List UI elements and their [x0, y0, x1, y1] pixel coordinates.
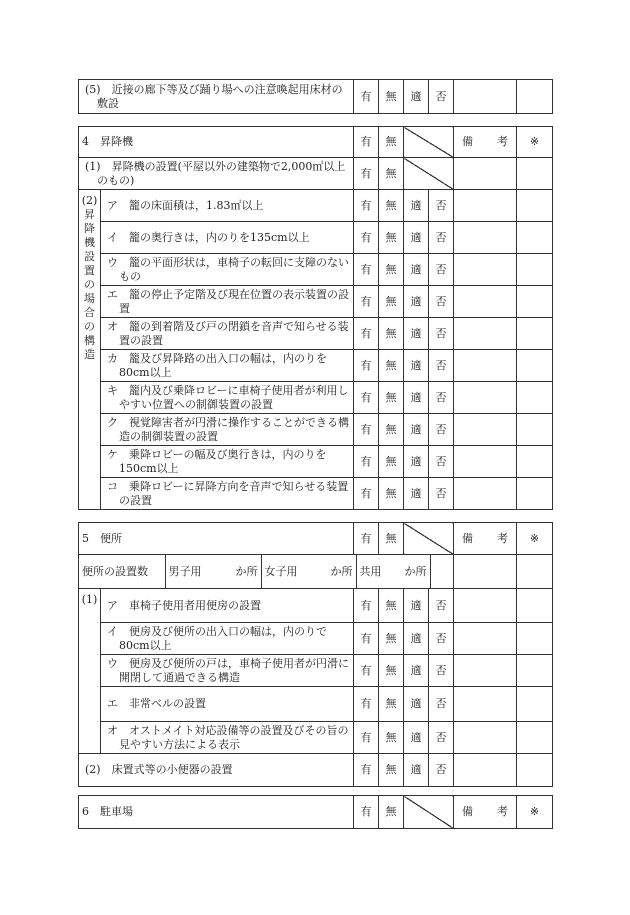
note-cell — [517, 478, 553, 510]
item-label: ア 車椅子使用者用便房の設置 — [101, 589, 354, 623]
ok-mark: 適 — [404, 318, 429, 350]
ok-mark: 適 — [404, 286, 429, 318]
no-mark: 無 — [379, 254, 404, 286]
item-label: エ 非常ベルの設置 — [101, 687, 354, 722]
section-header-row — [79, 127, 553, 158]
yes-mark: 有 — [354, 350, 379, 382]
remarks-cell — [454, 655, 517, 687]
ng-mark: 否 — [429, 687, 454, 722]
section-title: 4 昇降機 — [79, 127, 354, 158]
group-label-vertical: (1) — [79, 589, 101, 754]
no-mark: 無 — [379, 318, 404, 350]
ng-mark: 否 — [429, 382, 454, 414]
table-block-5 — [78, 79, 553, 114]
table-row — [79, 318, 553, 350]
table-block-6 — [78, 795, 553, 829]
item-label: キ 籠内及び乗降ロビーに車椅子使用者が利用しやすい位置への制御装置の設置 — [101, 382, 354, 414]
ok-mark: 適 — [404, 254, 429, 286]
yes-mark: 有 — [354, 286, 379, 318]
no-mark: 無 — [379, 655, 404, 687]
note-cell — [517, 722, 553, 754]
no-mark: 無 — [379, 722, 404, 754]
item-label: オ オストメイト対応設備等の設置及びその旨の見やすい方法による表示 — [101, 722, 354, 754]
yes-mark: 有 — [354, 687, 379, 722]
shared-count: 共用 か所 — [356, 555, 430, 588]
remarks-cell — [454, 754, 517, 787]
yes-mark: 有 — [354, 754, 379, 787]
ng-mark: 否 — [429, 722, 454, 754]
ng-mark: 否 — [429, 478, 454, 510]
item-label: ケ 乗降ロビーの幅及び奥行きは，内のりを150cm以上 — [101, 446, 354, 478]
table-block-5-toilets — [78, 522, 553, 787]
note-cell — [517, 350, 553, 382]
note-cell — [517, 555, 553, 589]
ok-mark: 適 — [404, 80, 429, 114]
yes-mark: 有 — [354, 382, 379, 414]
ok-mark: 適 — [404, 382, 429, 414]
no-mark: 無 — [379, 190, 404, 222]
section-title: 5 便所 — [79, 523, 354, 555]
no-mark: 無 — [379, 623, 404, 655]
no-mark: 無 — [379, 350, 404, 382]
ng-mark: 否 — [429, 446, 454, 478]
item-label: ク 視覚障害者が円滑に操作することができる構造の制御装置の設置 — [101, 414, 354, 446]
yes-mark: 有 — [354, 158, 379, 190]
diagonal-cell — [404, 127, 454, 158]
ok-mark: 適 — [404, 446, 429, 478]
remarks-cell — [454, 446, 517, 478]
ok-mark: 適 — [404, 414, 429, 446]
item-label: イ 籠の奥行きは，内のりを135cm以上 — [101, 222, 354, 254]
section-title: 6 駐車場 — [79, 796, 354, 829]
table-row — [79, 222, 553, 254]
ok-mark: 適 — [404, 655, 429, 687]
item-label: (2) 床置式等の小便器の設置 — [79, 754, 354, 787]
note-header: ※ — [517, 127, 553, 158]
no-mark: 無 — [379, 382, 404, 414]
count-row — [79, 555, 553, 589]
yes-mark: 有 — [354, 190, 379, 222]
table-block-4 — [78, 126, 553, 510]
ng-mark: 否 — [429, 655, 454, 687]
ng-mark: 否 — [429, 222, 454, 254]
note-cell — [517, 655, 553, 687]
note-cell — [517, 382, 553, 414]
table-row — [79, 687, 553, 722]
table-row — [79, 80, 553, 114]
remarks-cell — [454, 318, 517, 350]
no-mark: 無 — [379, 127, 404, 158]
table-row — [79, 623, 553, 655]
female-count: 女子用 か所 — [261, 555, 356, 588]
item-label: イ 便房及び便所の出入口の幅は，内のりで80cm以上 — [101, 623, 354, 655]
remarks-cell — [454, 687, 517, 722]
ng-mark: 否 — [429, 623, 454, 655]
yes-mark: 有 — [354, 222, 379, 254]
note-cell — [517, 589, 553, 623]
section-header-row — [79, 523, 553, 555]
ok-mark: 適 — [404, 350, 429, 382]
blank-cell — [430, 555, 454, 588]
remarks-cell — [454, 80, 517, 114]
item-label: ア 籠の床面積は，1.83㎡以上 — [101, 190, 354, 222]
count-cell — [79, 555, 454, 589]
remarks-cell — [454, 722, 517, 754]
table-row — [79, 190, 553, 222]
ng-mark: 否 — [429, 254, 454, 286]
note-cell — [517, 286, 553, 318]
yes-mark: 有 — [354, 523, 379, 555]
table-row — [79, 254, 553, 286]
yes-mark: 有 — [354, 446, 379, 478]
yes-mark: 有 — [354, 589, 379, 623]
note-cell — [517, 623, 553, 655]
item-label: ウ 籠の平面形状は，車椅子の転回に支障のないもの — [101, 254, 354, 286]
note-header: ※ — [517, 523, 553, 555]
ng-mark: 否 — [429, 414, 454, 446]
diagonal-cell — [404, 523, 454, 555]
table-row — [79, 382, 553, 414]
no-mark: 無 — [379, 80, 404, 114]
section-header-row — [79, 796, 553, 829]
table-row — [79, 350, 553, 382]
item-label: エ 籠の停止予定階及び現在位置の表示装置の設置 — [101, 286, 354, 318]
note-cell — [517, 446, 553, 478]
no-mark: 無 — [379, 589, 404, 623]
ok-mark: 適 — [404, 478, 429, 510]
yes-mark: 有 — [354, 127, 379, 158]
remarks-cell — [454, 414, 517, 446]
note-cell — [517, 254, 553, 286]
table-row — [79, 286, 553, 318]
note-header: ※ — [517, 796, 553, 829]
yes-mark: 有 — [354, 478, 379, 510]
item-label: オ 籠の到着階及び戸の閉鎖を音声で知らせる装置の設置 — [101, 318, 354, 350]
note-cell — [517, 414, 553, 446]
item-label: ウ 便房及び便所の戸は，車椅子使用者が円滑に開閉して通過できる構造 — [101, 655, 354, 687]
ok-mark: 適 — [404, 589, 429, 623]
ok-mark: 適 — [404, 222, 429, 254]
no-mark: 無 — [379, 286, 404, 318]
ok-mark: 適 — [404, 190, 429, 222]
yes-mark: 有 — [354, 414, 379, 446]
table-row — [79, 158, 553, 190]
remarks-cell — [454, 589, 517, 623]
item-label: コ 乗降ロビーに昇降方向を音声で知らせる装置の設置 — [101, 478, 354, 510]
count-subtable — [79, 555, 454, 588]
remarks-cell — [454, 190, 517, 222]
no-mark: 無 — [379, 523, 404, 555]
note-cell — [517, 158, 553, 190]
yes-mark: 有 — [354, 254, 379, 286]
ok-mark: 適 — [404, 623, 429, 655]
remarks-cell — [454, 286, 517, 318]
yes-mark: 有 — [354, 623, 379, 655]
table-row — [79, 446, 553, 478]
no-mark: 無 — [379, 754, 404, 787]
table-row — [79, 414, 553, 446]
remarks-cell — [454, 623, 517, 655]
no-mark: 無 — [379, 478, 404, 510]
remarks-cell — [454, 478, 517, 510]
remarks-cell — [454, 350, 517, 382]
table-row — [79, 722, 553, 754]
ng-mark: 否 — [429, 286, 454, 318]
remarks-header: 備 考 — [454, 796, 517, 829]
ok-mark: 適 — [404, 722, 429, 754]
note-cell — [517, 318, 553, 350]
remarks-cell — [454, 158, 517, 190]
no-mark: 無 — [379, 222, 404, 254]
group-label-vertical: (2) 昇 降 機 設 置 の 場 合 の 構 造 — [79, 190, 101, 510]
male-count: 男子用 か所 — [165, 555, 261, 588]
item-label: カ 籠及び昇降路の出入口の幅は，内のりを80cm以上 — [101, 350, 354, 382]
diagonal-cell — [404, 796, 454, 829]
no-mark: 無 — [379, 158, 404, 190]
remarks-header: 備 考 — [454, 127, 517, 158]
item-label: (5) 近接の廊下等及び踊り場への注意喚起用床材の敷設 — [79, 80, 354, 114]
diagonal-cell — [404, 158, 454, 190]
no-mark: 無 — [379, 414, 404, 446]
table-row — [79, 655, 553, 687]
count-label: 便所の設置数 — [79, 555, 165, 588]
remarks-cell — [454, 222, 517, 254]
ng-mark: 否 — [429, 350, 454, 382]
table-row — [79, 589, 553, 623]
item-label: (1) 昇降機の設置(平屋以外の建築物で2,000㎡以上のもの) — [79, 158, 354, 190]
ng-mark: 否 — [429, 80, 454, 114]
ng-mark: 否 — [429, 589, 454, 623]
no-mark: 無 — [379, 796, 404, 829]
table-row — [79, 754, 553, 787]
remarks-header: 備 考 — [454, 523, 517, 555]
no-mark: 無 — [379, 687, 404, 722]
note-cell — [517, 222, 553, 254]
table-row — [79, 478, 553, 510]
remarks-cell — [454, 382, 517, 414]
note-cell — [517, 80, 553, 114]
ng-mark: 否 — [429, 754, 454, 787]
note-cell — [517, 687, 553, 722]
ng-mark: 否 — [429, 190, 454, 222]
no-mark: 無 — [379, 446, 404, 478]
yes-mark: 有 — [354, 318, 379, 350]
ok-mark: 適 — [404, 687, 429, 722]
remarks-cell — [454, 555, 517, 589]
ok-mark: 適 — [404, 754, 429, 787]
yes-mark: 有 — [354, 796, 379, 829]
ng-mark: 否 — [429, 318, 454, 350]
yes-mark: 有 — [354, 655, 379, 687]
note-cell — [517, 754, 553, 787]
yes-mark: 有 — [354, 722, 379, 754]
yes-mark: 有 — [354, 80, 379, 114]
note-cell — [517, 190, 553, 222]
remarks-cell — [454, 254, 517, 286]
